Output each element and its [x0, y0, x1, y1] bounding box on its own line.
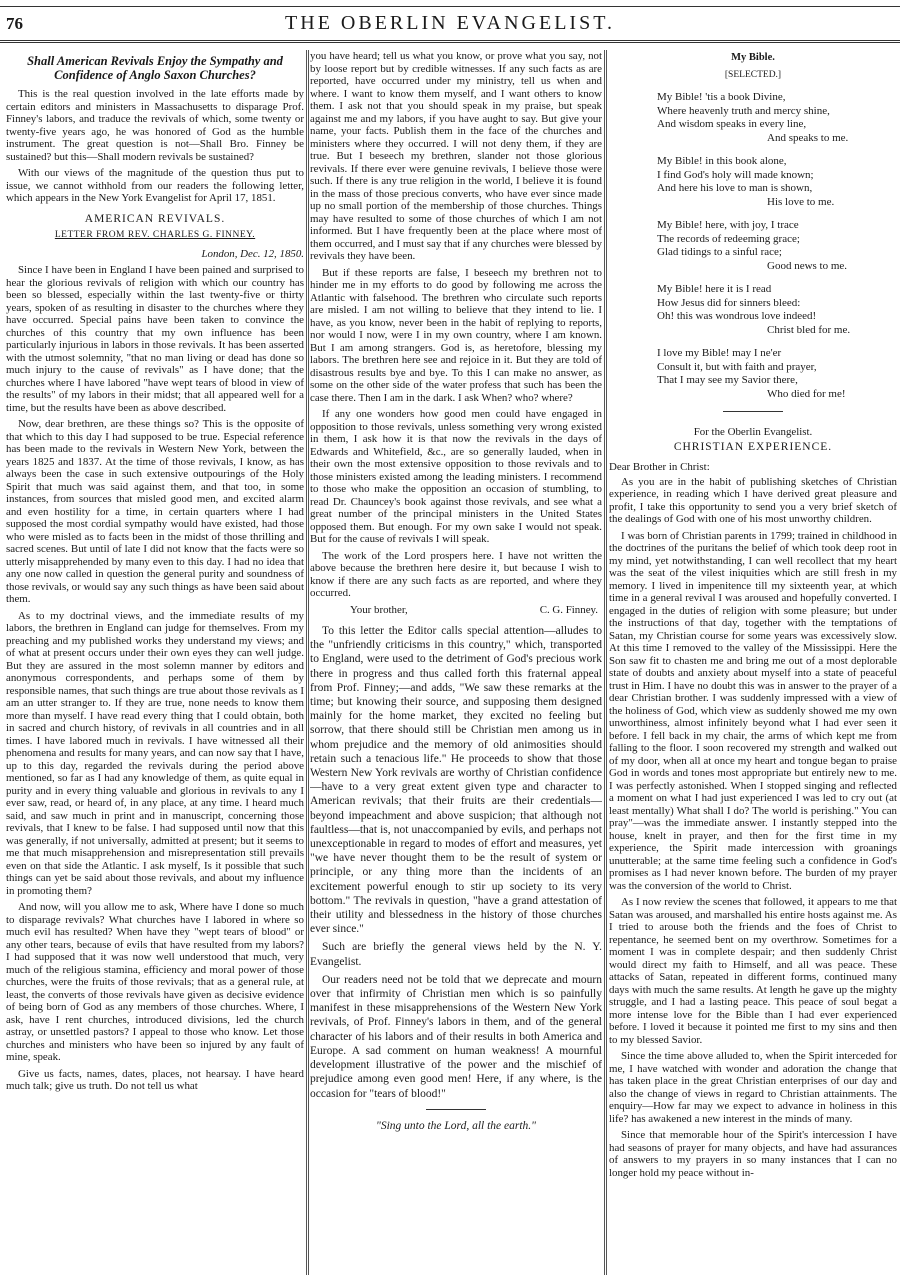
closing-salutation: Your brother, — [350, 603, 408, 616]
section-heading: AMERICAN REVIVALS. — [84, 212, 226, 225]
paragraph: you have heard; tell us what you know, or prove what you say, not by loose report but by credible witnesses. If any such facts as are reported, have occurred under my ministry, tell us when and where. I want to know them myself, and I want others to know them. I ask not that you should speak in my praise, but speak against me and my labors, if you have aught to say. But give your name, your facts. Publish them in the face of the churches and ministers where they occurred. I will not deny them, if they are true. But I beseech my brethren, slander not those glorious revivals. If there ever were genuine revivals, I believe those were such. If there is any true religion in the world, I believe it is found in the mass of those precious converts, who have ever since made up no small portion of the membership of those churches. Things may have resulted to some of those churches of which I am not informed. But I have frequently been at the place where most of them occurred, and I must say that if any churches were blessed by revivals they have been. — [310, 50, 602, 262]
header-top-rule — [0, 6, 900, 7]
poem-stanza — [657, 347, 897, 401]
column-left — [6, 50, 304, 1275]
paragraph: Now, dear brethren, are these things so? This is the opposite of that which to this day I had supposed to be true. Especial reference has been made to the revivals in Western New York, between the years 1825 and 1837. At the time of those revivals, I know, as has always been the case in such extensive outpourings of the Holy Spirit that much was said against them, and that too, in some instances, from sources that misled good men, and excited alarm and even hostility for a time, in certain quarters where I had supposed the most cordial sympathy would have existed, had those who were misled as to facts been in the midst of those thrilling and sacred scenes. But until of late I did not know that the facts were so utterly misapprehended by many even to this day. I had no idea that any one now called in question the general purity and soundness of those revivals, or would say any such things as have been said about them. — [6, 418, 304, 605]
poem-line: Who died for me! — [767, 387, 846, 400]
masthead: THE OBERLIN EVANGELIST. — [285, 12, 615, 34]
paragraph: Since the time above alluded to, when the Spirit interceded for me, I have watched with wonder and adoration the change that has taken place in the great Christian enterprises of our day and also the change of views in regard to Christian attainments. The enquiry—How far may we expect to advance in holiness in this life? has awakened a new interest in the minds of many. — [609, 1050, 897, 1125]
paragraph: Since that memorable hour of the Spirit's intercession I have had seasons of prayer for many objects, and have had assurances of answers to my prayers in so many instances that I can no longer hold my peace without in- — [609, 1129, 897, 1179]
closing-quote: "Sing unto the Lord, all the earth." — [375, 1119, 536, 1132]
poem-line: My Bible! in this book alone, — [657, 155, 787, 167]
column-divider — [604, 50, 607, 1275]
poem-line: Christ bled for me. — [767, 323, 851, 336]
poem-line: And speaks to me. — [767, 131, 849, 144]
poem-title: My Bible. — [731, 52, 775, 63]
article-title: CHRISTIAN EXPERIENCE. — [673, 440, 833, 453]
paragraph: I was born of Christian parents in 1799; trained in childhood in the doctrines of the puritans the belief of which took deep root in my mind, yet notwithstanding, I can well recollect that my heart was the seat of the vilest iniquities which are still fresh in my memory. I lived in impenitence till my sixteenth year, at which time in a general revival I was aroused and hopefully converted. I engaged in the duties of religion with some pleasure; but under the instructions of that day, together with the temptations of Satan, my Christian course for some years was excessively slow. At this time I removed to the valley of the Mississippi. Here the Son saw fit to chasten me and bring me out of a most deplorable state of doubts and anxiety about myself into a state of peaceful trust in Him. I have no doubt this was in answer to the prayer of a dear Christian brother. I was suddenly impressed with a view of the holiness of God, which view as suddenly showed me my own unworthiness, almost infinitely beyond what I had ever seen it before. I fell back in my chair, the arms of which kept me from falling to the floor. I soon recovered my strength and walked out of my door, when all at once my heart and tongue began to praise God in words and tones most appropriate but entirely new to me. I was perfectly astonished. When I stopped singing and reflected a moment on what I had just experienced I was led to cry out (at least mentally) What shall I do? The world is perishing." You can pray"—was the immediate answer. I instantly stepped into the house, knelt in prayer, and then for the first time in my experience, the Spirit made intercession with groanings unutterable; at the same time feeling such a confidence in God's promises as I had never known before. The burden of my prayer was the conversion of the world to Christ. — [609, 529, 897, 892]
salutation: Dear Brother in Christ: — [609, 461, 710, 473]
poem-line: His love to me. — [767, 195, 835, 208]
column-middle — [310, 50, 602, 1275]
page-header — [0, 0, 900, 48]
paragraph: If any one wonders how good men could have engaged in opposition to those revivals, unless something very wrong existed in them, I ask how it is that now the revivals in the days of Edwards and Whitefield, &c., are so generally lauded, when in their own the most extensive opposition to those revivals and to those ministers existed among the leading ministers. I recommend to those who make the opposition an occasion of stumbling, to read Dr. Chauncey's book against those revivals, and see what a great number of the principal ministers in the United States opposed them. But enough. For my own sake I would not speak. But for the cause of revivals I will speak. — [310, 408, 602, 545]
poem-stanza — [657, 283, 897, 337]
column-divider — [306, 50, 309, 1275]
poem-line: Glad tidings to a sinful race; — [657, 246, 782, 258]
paragraph: Such are briefly the general views held by the N. Y. Evangelist. — [310, 941, 602, 968]
poem-line: That I may see my Savior there, — [657, 374, 798, 386]
paragraph: To this letter the Editor calls special attention—alludes to the "unfriendly criticisms in this country," which, transported to England, were used to the detriment of God's precious work there in progress and thus called forth this fraternal appeal from Prof. Finney;—and adds, "We saw these remarks at the time; but knowing their source, and supposing them designed mainly for the home market, they excited no feeling but sorrow, that there should still be Christian men among us in whom prejudice and the memory of old animosities should retain such a tenacious life." He proceeds to show that those Western New York revivals are worthy of Christian confidence—have to a very great extent given type and character to American revivals; that their fruits are their credentials—beyond impeachment and above suspicion; that although not faultless—that is, not unaccompanied by evils, and perhaps not unexceptionable in regard to modes of effort and measures, yet "we have never thought them to be the result of system or principle, or any thing more than the incidents of an excitement powerful enough to stir up society to its very bottom." The revivals in question, "have a grand attestation of their utility and blessedness in the history of those churches ever since." — [310, 625, 602, 936]
poem-line: How Jesus did for sinners bleed: — [657, 296, 801, 309]
poem-line: My Bible! 'tis a book Divine, — [657, 91, 786, 103]
paragraph: As you are in the habit of publishing sketches of Christian experience, in reading which I have derived great pleasure and profit, I take this opportunity to send you a very brief sketch of the dealings of God with one of his most unworthy children. — [609, 475, 897, 525]
paragraph: This is the real question involved in the late efforts made by certain editors and ministers in Massachusetts to disparage Prof. Finney's labors, and traduce the revivals of which, some twenty or twenty-five years ago, he was honored of God as the humble instrument. The great question is not—Shall Bro. Finney be sustained? but this—Shall modern revivals be sustained? — [6, 88, 304, 163]
poem-line: And here his love to man is shown, — [657, 182, 813, 194]
dateline: London, Dec. 12, 1850. — [201, 247, 304, 260]
poem-line: My Bible! here it is I read — [657, 283, 772, 295]
poem-line: I find God's holy will made known; — [657, 168, 814, 181]
poem-line: The records of redeeming grace; — [657, 232, 800, 245]
header-bottom-rule — [0, 40, 900, 43]
letter-heading: LETTER FROM REV. CHARLES G. FINNEY. — [54, 230, 256, 240]
paragraph: As to my doctrinal views, and the immediate results of my labors, the brethren in England can judge for themselves. From my preaching and my published works they understand my views; and of what at present occurs under their own eyes they can well judge. But they are assured in the most solemn manner by editors and anonymous correspondents, and perhaps some of them by responsible names, that such things are true about those revivals as I am an utter stranger to. If they are true, none needs to know them more than myself. I have read every thing that I could obtain, both in sacred and church history, of revivals in all countries and in all times. I have labored much in revivals. I have witnessed all their phenomena and results for many years, and can now say that I have, up to this day, regarded the revivals during the period above mentioned, so far as I had any knowledge of them, as quite equal in purity and in every thing valuable and glorious in revivals to any I ever saw, read, or heard of, in any place, at any time. I heard much said, and saw much in print and in manuscript, concerning those revivals, that I knew to be false. I had supposed until now that this was generally, if not universally, admitted at present; but it seems to me that much misapprehension and misrepresentation still prevails even on that side the Atlantic. I ask myself, Is it possible that such things can yet be said about those revivals, and about my influence in promoting them? — [6, 609, 304, 897]
byline: For the Oberlin Evangelist. — [693, 426, 813, 438]
poem-line: I love my Bible! may I ne'er — [657, 347, 782, 359]
paragraph: As I now review the scenes that followed, it appears to me that Satan was aroused, and marshalled his entire hosts against me. As I tried to arouse both the friends and the foes of Christ to repentance, he seemed bent on my overthrow. Sometimes for a moment I was in complete despair; and then suddenly Christ would direct my faith to Himself, and all was peace. These attacks of Satan, repeated in different forms, continued many days with much the same results. At length he gave up the mighty struggle, and I had a lasting peace. This peace of soul begat a more intense love for the Bible than I had ever experienced before. I loved it because it pointed me first to my sins and then to my blessed Savior. — [609, 896, 897, 1046]
paragraph: And now, will you allow me to ask, Where have I done so much to disparage revivals? What churches have I labored in where so much evil has resulted? When have they "wept tears of blood" or any other tears, because of evils that have resulted from my labors? I had supposed that it was now well understood that much, very much of the religious stamina, efficiency and moral power of those churches, were the fruits of those revivals; that as a general rule, at least, the converts of those revivals have given as decisive evidence of being born of God as any members of those churches. Where, I ask, have I rent churches, introduced divisions, led the church astray, or unsettled pastors? I appeal to those who know. Let those churches and ministers who have been so injured by any fault of mine, speak. — [6, 901, 304, 1063]
poem-line: Oh! this was wondrous love indeed! — [657, 310, 817, 322]
paragraph: Give us facts, names, dates, places, not hearsay. I have heard much talk; give us truth. Do not tell us what — [6, 1067, 304, 1092]
signature: C. G. Finney. — [539, 603, 598, 616]
poem-stanza — [657, 155, 897, 209]
column-right — [609, 50, 897, 1275]
poem-line: Good news to me. — [767, 259, 848, 272]
divider — [426, 1109, 486, 1110]
poem-stanza — [657, 219, 897, 273]
paragraph: Since I have been in England I have been pained and surprised to hear the glorious revivals of religion with which our country has been so blessed, especially within the last twenty-five or thirty years, spoken of as resulting in disaster to the churches where they have occurred. Special pains have been taken to convince the churches of this country that my own influence has been particularly injurious in labors in those revivals. It has been asserted with the utmost solemnity, "that no man living or dead has done so much injury to the cause of revivals" as I have done; that the churches where I have labored "have wept tears of blood in view of the results" of my labors in their midst; that all appeared well for a time, but the results have been as above described. — [6, 264, 304, 414]
poem-line: Where heavenly truth and mercy shine, — [657, 104, 830, 117]
paragraph: The work of the Lord prospers here. I have not written the above because the brethren here desire it, but because I wish to know if there are any such facts as are reported, and where they occurred. — [310, 549, 602, 599]
divider — [723, 411, 783, 412]
poem-line: Consult it, but with faith and prayer, — [657, 360, 817, 373]
signature-line — [310, 604, 602, 617]
article-title: Shall American Revivals Enjoy the Sympathy and Confidence of Anglo Saxon Churches? — [27, 54, 283, 82]
poem-line: And wisdom speaks in every line, — [657, 118, 807, 130]
paragraph: But if these reports are false, I beseech my brethren not to hinder me in my efforts to do good by following me across the Atlantic with falsehood. The brethren who circulate such reports are misled. I am not willing to believe that they intend to lie. I have, as you know, never been in the habit of replying to reports, nor would I now, were I in my own country, where I am known. But I am among strangers. God is, as heretofore, blessing my labors. The brethren here see and rejoice in it. But they are told of disastrous results bye and bye. To this I can make no answer, as some on the other side of the water profess that such has been the case there. Then I am in the dark. I ask When? who? where? — [310, 266, 602, 404]
poem-subtitle: [SELECTED.] — [724, 69, 782, 80]
paragraph: Our readers need not be told that we deprecate and mourn over that infirmity of Christian men which is so painfully manifest in these misapprehensions of the Western New York revivals, of Prof. Finney's labors in them, and of the general character of his labors and of their results in both America and Europe. A sad comment on human weakness! A mournful development illustrative of the power and the mischief of prejudice among even good men! Here, if any where, is the occasion for "tears of blood!" — [310, 973, 602, 1100]
poem-line: My Bible! here, with joy, I trace — [657, 219, 799, 231]
paragraph: With our views of the magnitude of the question thus put to issue, we cannot withhold from our readers the following letter, which appears in the New York Evangelist for April 17, 1851. — [6, 167, 304, 204]
page-number: 76 — [6, 14, 23, 33]
poem-stanza — [657, 91, 897, 145]
